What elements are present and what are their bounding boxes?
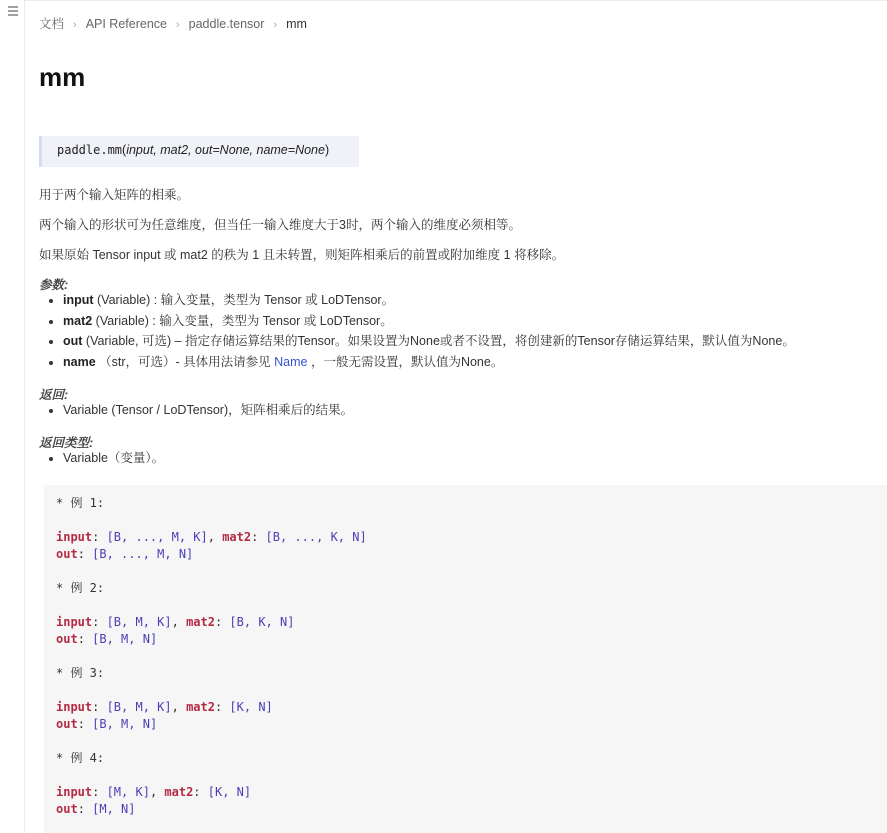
code-example-heading: * 例 1: [56,496,105,510]
param-name: out [63,334,83,349]
code-value: [B, K, N] [229,615,295,629]
code-keyword-input: input [56,785,93,799]
menu-lines-icon[interactable] [7,6,19,18]
code-value: [B, ..., K, N] [265,530,367,544]
list-item: • Variable (Tensor / LoDTensor)，矩阵相乘后的结果。 [63,400,353,421]
param-desc: (Variable) : 输入变量，类型为 Tensor 或 LoDTensor。 [92,313,393,328]
code-value: [B, ..., M, N] [92,547,194,561]
code-value: [K, N] [229,700,273,714]
return-type-label: 返回类型: [39,436,94,450]
code-value: [B, M, K] [106,700,172,714]
chevron-right-icon: › [73,19,77,31]
returns-list [39,400,353,421]
function-signature: paddle.mm(input, mat2, out=None, name=None) [39,136,359,167]
code-keyword-out: out [56,547,78,561]
description-paragraph: 两个输入的形状可为任意维度，但当任一输入维度大于3时，两个输入的维度必须相等。 [39,218,521,232]
description-paragraph: 如果原始 Tensor input 或 mat2 的秩为 1 且未转置，则矩阵相乘后的前置或附加维度 1 将移除。 [39,248,565,262]
code-example-heading: * 例 4: [56,751,105,765]
code-block: * 例 1: input: [B, ..., M, K], mat2: [B, ..., K, N] out: [B, ..., M, N] * 例 2: input: [B, M, K], mat2: [B, K, N] out: [B, M, N] * 例 3: input: [B, M, K], mat2: [K, N] out: [B, M, N] * 例 4: input: [M, K], mat2: [K, N] out: [M, N] [44,485,887,833]
code-value: [K, N] [207,785,252,799]
code-keyword-mat2: mat2 [186,700,215,714]
list-item [63,311,795,332]
list-item [63,352,795,373]
code-keyword-mat2: mat2 [164,785,194,799]
param-name: mat2 [63,313,93,328]
code-value: [M, K] [106,785,150,799]
breadcrumb-item-paddle-tensor[interactable]: paddle.tensor [188,17,265,31]
code-keyword-out: out [56,632,78,646]
list-item: • Variable（变量）。 [63,448,164,469]
code-keyword-mat2: mat2 [186,615,215,629]
code-keyword-mat2: mat2 [222,530,252,544]
code-value: [B, ..., M, K] [106,530,208,544]
param-desc: （str，可选）- 具体用法请参见 [95,355,275,370]
breadcrumb-item-api-reference[interactable]: API Reference [85,17,167,31]
params-label: 参数: [39,278,69,292]
return-type-list [39,448,164,469]
params-list [39,290,795,373]
header-divider [25,0,887,1]
signature-module: paddle. [57,143,108,157]
returns-label: 返回: [39,388,69,402]
param-name: name [63,355,96,370]
code-keyword-input: input [56,615,93,629]
code-keyword-out: out [56,717,78,731]
sidebar-rail [0,0,25,833]
code-example-heading: * 例 2: [56,581,105,595]
param-desc: ，一般无需设置，默认值为None。 [307,355,504,370]
name-link[interactable]: Name [274,355,308,370]
signature-func: mm [107,143,123,157]
code-value: [M, N] [92,802,136,816]
chevron-right-icon: › [273,19,278,31]
description-paragraph: 用于两个输入矩阵的相乘。 [39,188,190,202]
param-name: input [63,293,94,307]
breadcrumb-current: mm [286,17,307,31]
code-example-heading: * 例 3: [56,666,105,680]
breadcrumb-item-docs[interactable]: 文档 [39,17,65,31]
page-title: mm [39,62,86,92]
code-keyword-input: input [56,700,93,714]
param-desc: (Variable) : 输入变量，类型为 Tensor 或 LoDTensor。 [93,293,395,307]
list-item [63,290,795,311]
code-value: [B, M, N] [92,632,158,646]
code-keyword-input: input [56,530,93,544]
param-desc: (Variable, 可选) – 指定存储运算结果的Tensor。如果设置为None或者不设置，将创建新的Tensor存储运算结果，默认值为None。 [82,334,795,349]
chevron-right-icon: › [175,19,180,31]
breadcrumb [39,14,307,32]
code-keyword-out: out [56,802,78,816]
signature-params: input, mat2, out=None, name=None [126,143,325,157]
list-item [63,331,795,352]
code-value: [B, M, N] [92,717,158,731]
code-value: [B, M, K] [106,615,172,629]
